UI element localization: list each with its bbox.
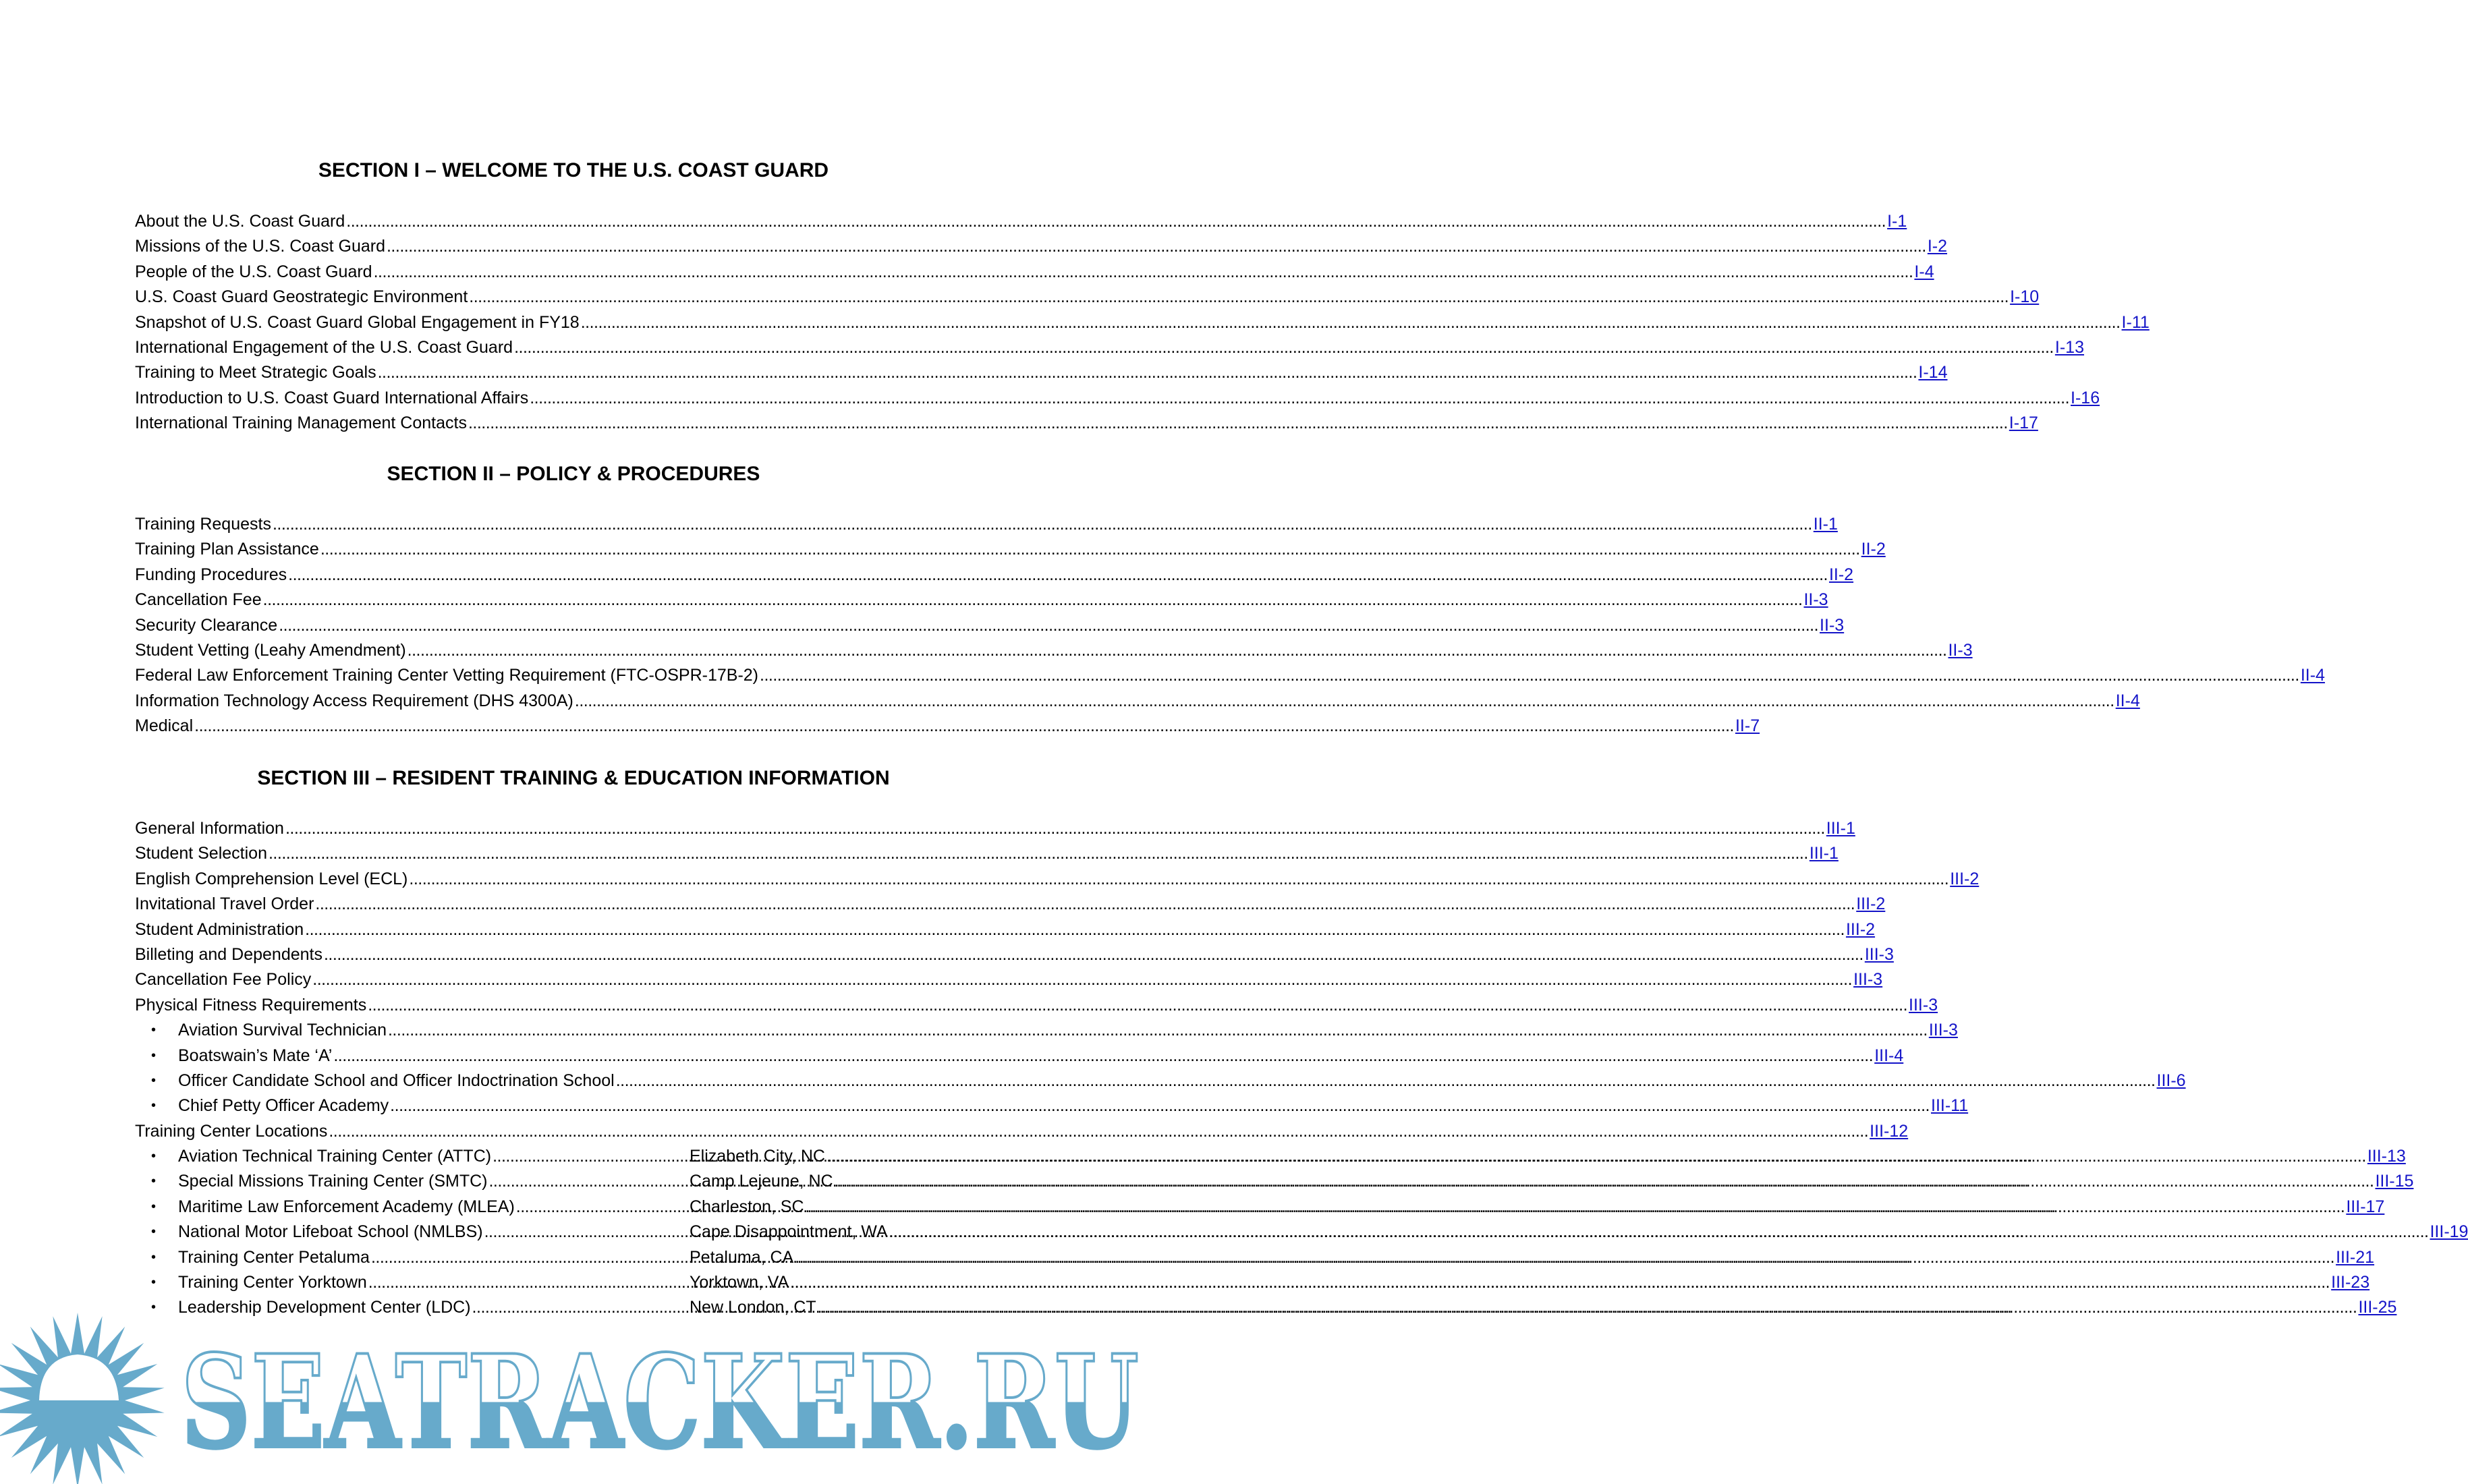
toc-entry-title: Cancellation Fee	[135, 590, 262, 610]
toc-page-link[interactable]: III-23	[2331, 1273, 2370, 1292]
dot-leader	[262, 588, 1804, 612]
dot-leader	[385, 234, 1928, 259]
seatracker-watermark-logo	[0, 1309, 1147, 1484]
toc-entry[interactable]	[135, 285, 2040, 310]
toc-page-link[interactable]: III-17	[2346, 1197, 2385, 1216]
dot-leader	[491, 1144, 690, 1169]
dot-leader	[311, 967, 1853, 992]
toc-page-link[interactable]: III-11	[1931, 1096, 1969, 1116]
toc-page-link[interactable]: III-15	[2375, 1172, 2414, 1191]
toc-page-link[interactable]: I-13	[2054, 337, 2084, 357]
section-2-heading: SECTION II – POLICY & PROCEDURES	[387, 463, 760, 485]
dot-leader	[319, 537, 1861, 562]
bullet-icon: •	[151, 1149, 157, 1164]
toc-entry-title: Security Clearance	[135, 615, 278, 635]
bullet-icon: •	[151, 1300, 157, 1315]
toc-entry-title: Aviation Survival Technician	[178, 1021, 387, 1040]
toc-entry[interactable]	[135, 1044, 1904, 1068]
dot-leader	[468, 285, 2010, 310]
toc-entry-location: Elizabeth City, NC	[690, 1147, 825, 1166]
toc-page-link[interactable]: III-25	[2358, 1298, 2397, 1317]
toc-entry[interactable]	[135, 1245, 2375, 1270]
toc-page-link[interactable]: III-21	[2336, 1247, 2375, 1267]
toc-page-link[interactable]: I-10	[2010, 287, 2040, 307]
toc-page-link[interactable]: II-3	[1820, 615, 1845, 635]
toc-page-link[interactable]: II-2	[1861, 540, 1886, 559]
toc-entry-title: Missions of the U.S. Coast Guard	[135, 237, 385, 256]
toc-entry-title: Leadership Development Center (LDC)	[178, 1298, 471, 1317]
dot-leader	[370, 1245, 690, 1270]
toc-entry-title: Special Missions Training Center (SMTC)	[178, 1172, 488, 1191]
toc-entry[interactable]	[135, 1270, 2370, 1295]
toc-entry[interactable]	[135, 310, 2150, 335]
dot-leader	[888, 1220, 2430, 1245]
toc-entry[interactable]	[135, 588, 1828, 612]
toc-page-link[interactable]: II-2	[1828, 565, 1854, 584]
section-3-list	[135, 816, 2468, 1321]
toc-page-link[interactable]: III-4	[1874, 1046, 1904, 1065]
dot-leader	[287, 563, 1829, 588]
toc-entry-location: Yorktown, VA	[690, 1273, 789, 1292]
dot-leader	[528, 386, 2071, 411]
toc-entry[interactable]	[135, 537, 1886, 562]
toc-entry[interactable]	[135, 411, 2038, 436]
toc-page-link[interactable]: III-1	[1809, 844, 1839, 863]
dot-leader	[833, 1169, 2376, 1194]
toc-page-link[interactable]: III-3	[1864, 944, 1894, 964]
toc-entry[interactable]	[135, 689, 2140, 714]
toc-entry[interactable]	[135, 816, 1855, 841]
dot-leader	[193, 714, 1735, 739]
toc-page-link[interactable]: III-3	[1853, 970, 1883, 990]
toc-page-link[interactable]: II-1	[1813, 515, 1838, 534]
dot-leader	[615, 1068, 2157, 1093]
toc-entry[interactable]	[135, 512, 1838, 537]
toc-entry[interactable]	[135, 1144, 2406, 1169]
toc-entry-title: Aviation Technical Training Center (ATTC)	[178, 1147, 492, 1166]
toc-entry[interactable]	[135, 867, 1980, 892]
toc-entry-title: Training Plan Assistance	[135, 540, 319, 559]
toc-entry-title: Medical	[135, 716, 194, 736]
toc-page-link[interactable]: I-4	[1914, 262, 1934, 281]
toc-page-link[interactable]: II-4	[2115, 691, 2140, 710]
dot-leader	[408, 867, 1950, 892]
toc-entry-title: National Motor Lifeboat School (NMLBS)	[178, 1222, 483, 1242]
toc-entry-title: Billeting and Dependents	[135, 944, 322, 964]
toc-entry-location: Charleston, SC	[690, 1197, 804, 1216]
toc-page-link[interactable]: III-2	[1845, 919, 1876, 939]
section-3-heading: SECTION III – RESIDENT TRAINING & EDUCATION INFORMATION	[257, 767, 890, 789]
toc-entry[interactable]	[135, 714, 1760, 739]
toc-entry[interactable]	[135, 942, 1894, 967]
toc-page-link[interactable]: III-3	[1909, 995, 1938, 1015]
toc-entry[interactable]	[135, 234, 1947, 259]
toc-page-link[interactable]: III-2	[1950, 869, 1980, 888]
dot-leader	[372, 260, 1915, 285]
dot-leader	[573, 689, 2116, 714]
toc-entry[interactable]	[135, 1195, 2385, 1220]
toc-entry-title: Training Center Yorktown	[178, 1273, 367, 1292]
toc-page-link[interactable]: I-11	[2121, 312, 2150, 332]
toc-entry[interactable]	[135, 841, 1839, 866]
toc-page-link[interactable]: I-16	[2071, 388, 2100, 407]
toc-entry[interactable]	[135, 260, 1934, 285]
toc-page-link[interactable]: II-4	[2300, 666, 2325, 685]
toc-entry-title: Information Technology Access Requirement (DHS 4300A)	[135, 691, 573, 710]
toc-entry-title: Officer Candidate School and Officer Indoctrination School	[178, 1071, 615, 1090]
toc-entry[interactable]	[135, 386, 2100, 411]
dot-leader	[376, 360, 1919, 385]
toc-entry[interactable]	[135, 663, 2325, 688]
toc-entry-title: Student Vetting (Leahy Amendment)	[135, 640, 406, 660]
bullet-icon: •	[151, 1073, 157, 1088]
bullet-icon: •	[151, 1249, 157, 1265]
toc-entry-title: Snapshot of U.S. Coast Guard Global Engagement in FY18	[135, 312, 580, 332]
toc-entry[interactable]	[135, 360, 1948, 385]
dot-leader	[825, 1144, 2367, 1169]
dot-leader	[789, 1270, 2331, 1295]
toc-page-link[interactable]: III-6	[2156, 1071, 2186, 1090]
dot-leader	[345, 209, 1887, 234]
toc-entry-title: Training to Meet Strategic Goals	[135, 363, 376, 382]
toc-page-link[interactable]: I-2	[1927, 237, 1947, 256]
toc-page-link[interactable]: III-1	[1826, 819, 1855, 838]
dot-leader	[367, 1270, 690, 1295]
toc-page-link[interactable]: III-3	[1928, 1021, 1958, 1040]
dot-leader	[271, 512, 1814, 537]
dot-leader	[322, 942, 1865, 967]
toc-entry[interactable]	[135, 1018, 1958, 1043]
toc-page-link[interactable]: II-7	[1735, 716, 1760, 736]
toc-page-link[interactable]: III-2	[1856, 894, 1886, 914]
toc-entry[interactable]	[135, 209, 1907, 234]
dot-leader	[483, 1220, 690, 1245]
dot-leader	[793, 1245, 2336, 1270]
dot-leader	[327, 1119, 1870, 1144]
dot-leader	[284, 816, 1826, 841]
toc-entry-title: Maritime Law Enforcement Academy (MLEA)	[178, 1197, 515, 1216]
toc-entry-location: Petaluma, CA	[690, 1247, 794, 1267]
dot-leader	[467, 411, 2009, 436]
dot-leader	[513, 335, 2055, 360]
toc-entry-title: Invitational Travel Order	[135, 894, 314, 914]
toc-entry[interactable]	[135, 993, 1938, 1018]
toc-page-link[interactable]: III-19	[2430, 1222, 2468, 1242]
toc-entry[interactable]	[135, 335, 2084, 360]
sun-icon	[0, 1313, 165, 1484]
bullet-icon: •	[151, 1048, 157, 1063]
bullet-icon: •	[151, 1275, 157, 1290]
dot-leader	[332, 1044, 1874, 1068]
toc-entry[interactable]	[135, 1220, 2468, 1245]
toc-page-link[interactable]: II-3	[1948, 640, 1973, 660]
toc-entry[interactable]	[135, 563, 1854, 588]
toc-entry[interactable]	[135, 638, 1973, 663]
toc-entry-title: International Engagement of the U.S. Coast Guard	[135, 337, 513, 357]
toc-entry-title: People of the U.S. Coast Guard	[135, 262, 372, 281]
toc-entry-title: Training Center Locations	[135, 1121, 328, 1141]
bullet-icon: •	[151, 1023, 157, 1038]
watermark-text: SEATRACKER.RU	[181, 1327, 1139, 1477]
dot-leader	[758, 663, 2301, 688]
bullet-icon: •	[151, 1098, 157, 1114]
toc-entry[interactable]	[135, 967, 1883, 992]
toc-entry-title: English Comprehension Level (ECL)	[135, 869, 408, 888]
bullet-icon: •	[151, 1224, 157, 1240]
dot-leader	[804, 1195, 2347, 1220]
toc-entry[interactable]	[135, 892, 1886, 917]
toc-entry[interactable]	[135, 1169, 2414, 1194]
toc-entry-title: Physical Fitness Requirements	[135, 995, 367, 1015]
toc-entry-title: General Information	[135, 819, 284, 838]
dot-leader	[406, 638, 1948, 663]
dot-leader	[277, 613, 1820, 638]
toc-entry-location: Cape Disappointment, WA	[690, 1222, 888, 1242]
dot-leader	[366, 993, 1909, 1018]
toc-entry-title: About the U.S. Coast Guard	[135, 212, 345, 231]
toc-entry-title: U.S. Coast Guard Geostrategic Environment	[135, 287, 468, 307]
toc-page-link[interactable]: III-12	[1870, 1121, 1909, 1141]
toc-entry-title: Student Selection	[135, 844, 267, 863]
toc-entry-location: Camp Lejeune, NC	[690, 1172, 833, 1191]
toc-page-link[interactable]: II-3	[1803, 590, 1828, 610]
toc-entry-title: International Training Management Contacts	[135, 413, 467, 433]
toc-page-link[interactable]: I-1	[1887, 212, 1907, 231]
toc-page-link[interactable]: I-17	[2009, 413, 2038, 433]
toc-entry[interactable]	[135, 1119, 1909, 1144]
section-1-list	[135, 209, 2150, 436]
toc-page-link[interactable]: III-13	[2367, 1147, 2406, 1166]
dot-leader	[389, 1093, 1931, 1118]
toc-entry-title: Federal Law Enforcement Training Center Vetting Requirement (FTC-OSPR-17B-2)	[135, 666, 758, 685]
toc-entry[interactable]	[135, 1093, 1969, 1118]
toc-entry-title: Student Administration	[135, 919, 304, 939]
toc-entry[interactable]	[135, 1068, 2186, 1093]
toc-entry-location: New London, CT	[690, 1298, 816, 1317]
dot-leader	[267, 841, 1810, 866]
dot-leader	[304, 917, 1846, 942]
bullet-icon: •	[151, 1199, 157, 1214]
dot-leader	[515, 1195, 690, 1220]
dot-leader	[387, 1018, 1929, 1043]
dot-leader	[487, 1169, 690, 1194]
dot-leader	[314, 892, 1856, 917]
toc-entry-title: Training Requests	[135, 515, 271, 534]
dot-leader	[580, 310, 2122, 335]
bullet-icon: •	[151, 1174, 157, 1189]
toc-entry-title: Chief Petty Officer Academy	[178, 1096, 389, 1116]
toc-entry-title: Introduction to U.S. Coast Guard International Affairs	[135, 388, 529, 407]
toc-page-link[interactable]: I-14	[1918, 363, 1948, 382]
toc-entry-title: Funding Procedures	[135, 565, 287, 584]
toc-entry-title: Training Center Petaluma	[178, 1247, 370, 1267]
toc-entry-title: Cancellation Fee Policy	[135, 970, 312, 990]
section-1-heading: SECTION I – WELCOME TO THE U.S. COAST GUARD	[318, 159, 829, 181]
section-2-list	[135, 512, 2325, 739]
toc-entry-title: Boatswain’s Mate ‘A’	[178, 1046, 333, 1065]
toc-entry[interactable]	[135, 917, 1876, 942]
toc-entry[interactable]	[135, 613, 1845, 638]
